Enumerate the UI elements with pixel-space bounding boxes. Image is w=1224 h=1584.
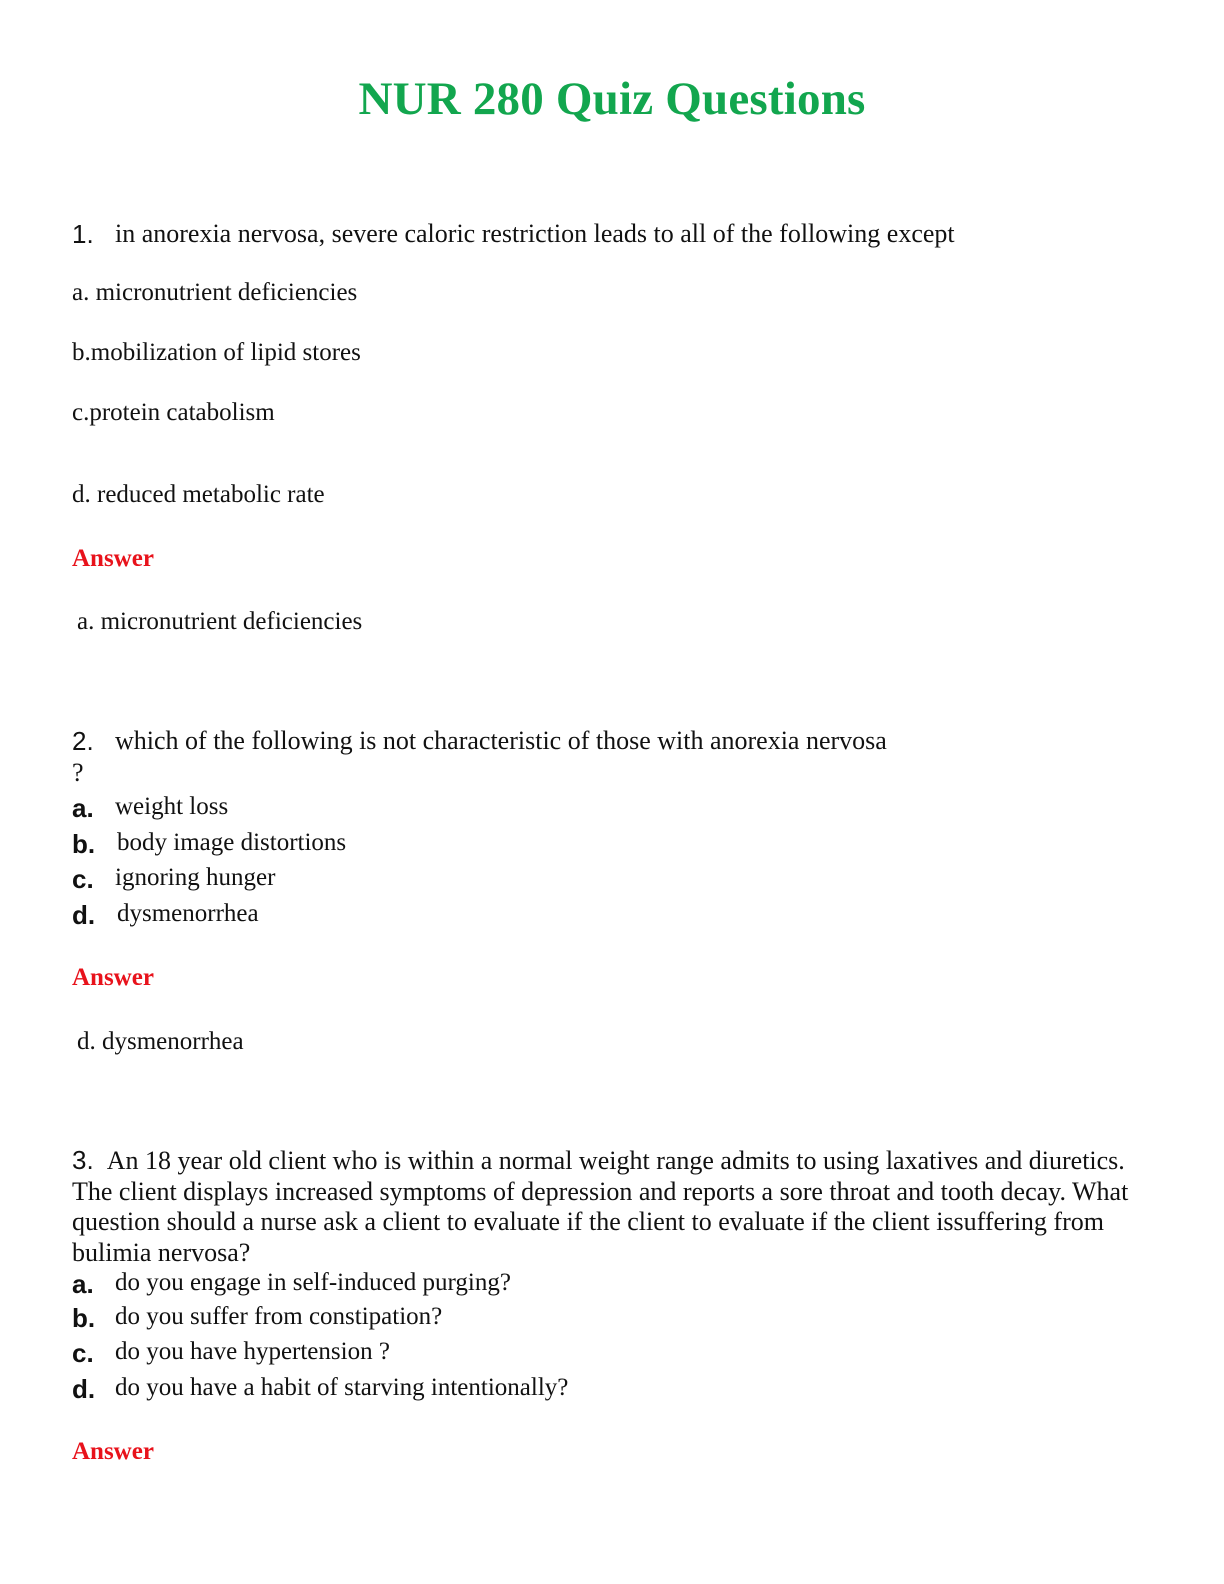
option-text: dysmenorrhea: [117, 900, 259, 927]
question-paragraph: [72, 1145, 1152, 1268]
answer-label: Answer: [72, 1438, 154, 1465]
question-text-continuation: ?: [72, 758, 84, 787]
option-text: do you engage in self-induced purging?: [115, 1269, 511, 1296]
option-text: do you have hypertension ?: [115, 1338, 390, 1365]
answer-text: a. micronutrient deficiencies: [77, 608, 363, 635]
option-text: ignoring hunger: [115, 864, 276, 891]
answer-label: Answer: [72, 545, 154, 572]
page-title: NUR 280 Quiz Questions: [358, 73, 866, 125]
answer-text: d. dysmenorrhea: [77, 1028, 244, 1055]
option-text: do you have a habit of starving intentionally?: [115, 1374, 569, 1401]
option-text: body image distortions: [117, 829, 347, 856]
question-text: An 18 year old client who is within a normal weight range admits to using laxatives and diuretics. The client displays increased symptoms of depression and reports a sore throat and tooth decay. What question should a nurse ask a client to evaluate if the client to evaluate if the client issuffering from bulimia nervosa?: [72, 1146, 1129, 1267]
option-letter: a.: [72, 793, 94, 823]
option-letter: d.: [72, 900, 96, 930]
option-letter: a.: [72, 1269, 94, 1299]
option-c: c.protein catabolism: [72, 399, 275, 426]
option-d: d. reduced metabolic rate: [72, 481, 325, 508]
question-number: 2.: [72, 726, 94, 756]
question-text: in anorexia nervosa, severe caloric restriction leads to all of the following except: [115, 219, 955, 248]
option-letter: b.: [72, 1303, 96, 1333]
option-text: weight loss: [115, 793, 229, 820]
option-a: a. micronutrient deficiencies: [72, 279, 358, 306]
option-text: do you suffer from constipation?: [115, 1303, 443, 1330]
question-number: 1.: [72, 219, 94, 249]
option-letter: c.: [72, 864, 94, 894]
option-b: b.mobilization of lipid stores: [72, 339, 361, 366]
answer-label: Answer: [72, 964, 154, 991]
question-number: 3.: [72, 1145, 94, 1175]
question-text: which of the following is not characteristic of those with anorexia nervosa: [115, 726, 887, 755]
option-letter: b.: [72, 829, 96, 859]
option-letter: c.: [72, 1338, 94, 1368]
option-letter: d.: [72, 1374, 96, 1404]
